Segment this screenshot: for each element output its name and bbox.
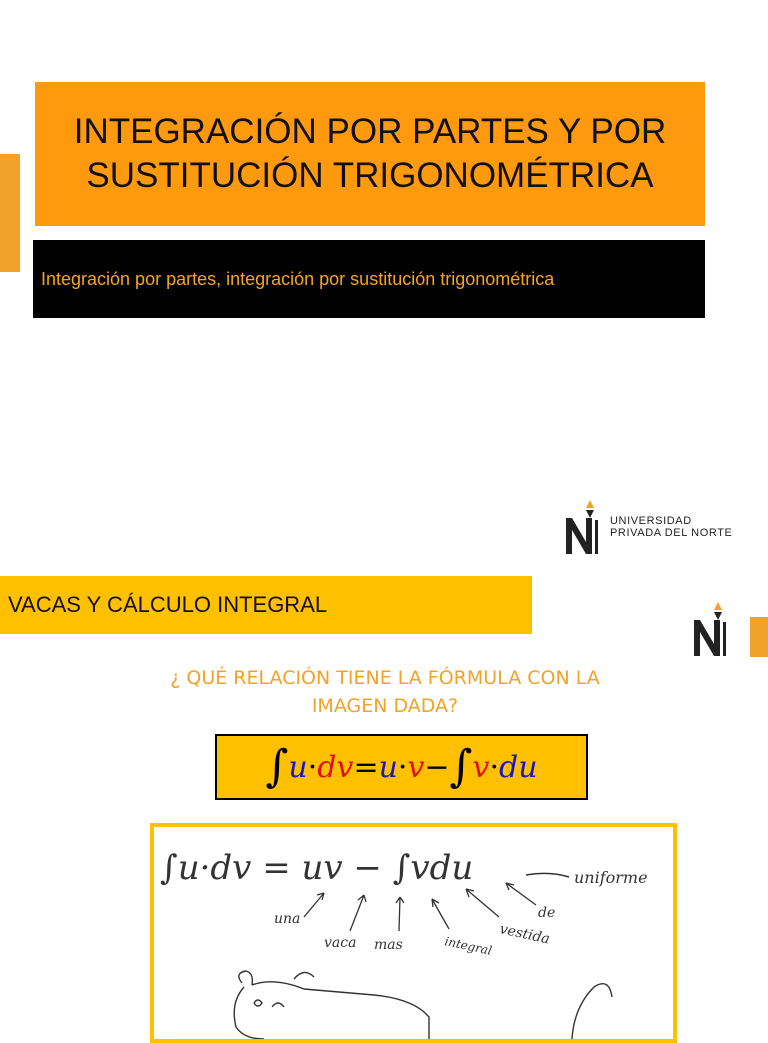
hand-vestida: vestida	[498, 921, 552, 948]
question-line-1: ¿ QUÉ RELACIÓN TIENE LA FÓRMULA CON LA	[170, 667, 600, 689]
hand-de: de	[538, 905, 556, 921]
right-accent-bar	[750, 617, 768, 657]
question-text	[110, 664, 660, 720]
title-line-1: INTEGRACIÓN POR PARTES Y POR	[73, 112, 667, 151]
upn-logo-small-icon	[690, 600, 730, 658]
hand-formula: ∫u·dv = uv − ∫vdu	[160, 848, 474, 888]
hand-integral: integral	[443, 934, 494, 958]
slide-title-text	[74, 110, 667, 198]
cow-drawing	[234, 971, 429, 1039]
subtitle-box	[33, 240, 705, 318]
logo-line-2: PRIVADA DEL NORTE	[610, 527, 733, 539]
handwritten-drawing	[150, 823, 677, 1043]
formula-equals: =	[353, 749, 379, 785]
logo-text	[610, 515, 732, 539]
upn-logo-icon	[562, 498, 602, 556]
logo-line-1: UNIVERSIDAD	[610, 515, 692, 527]
formula-dot-1: ·	[307, 749, 318, 785]
section-title-box	[0, 576, 532, 634]
formula-minus: −	[424, 749, 450, 785]
formula-du: du	[498, 749, 538, 785]
handwriting-svg	[154, 827, 673, 1039]
formula-v-2: v	[472, 749, 490, 785]
hand-vaca: vaca	[324, 935, 357, 951]
tail-drawing	[572, 984, 612, 1039]
integral-sign-1: ∫	[265, 741, 289, 792]
formula-v-1: v	[407, 749, 425, 785]
section-title: VACAS Y CÁLCULO INTEGRAL	[8, 592, 328, 617]
formula-box	[215, 734, 588, 800]
formula-dot-3: ·	[489, 749, 499, 785]
question-line-2: IMAGEN DADA?	[311, 695, 459, 717]
formula-dv: dv	[317, 749, 354, 785]
integral-sign-2: ∫	[449, 741, 473, 792]
title-line-2: SUSTITUCIÓN TRIGONOMÉTRICA	[86, 156, 654, 195]
hand-uniforme: uniforme	[574, 868, 648, 887]
formula-u-1: u	[288, 749, 308, 785]
formula-u-2: u	[378, 749, 398, 785]
left-accent-bar	[0, 154, 20, 272]
hand-una: una	[274, 911, 301, 927]
university-logo	[562, 498, 732, 556]
title-box	[35, 82, 705, 226]
hand-mas: mas	[374, 937, 403, 953]
slide-vacas	[0, 560, 768, 1024]
formula-dot-2: ·	[397, 749, 408, 785]
subtitle-text: Integración por partes, integración por sustitución trigonométrica	[41, 268, 555, 289]
